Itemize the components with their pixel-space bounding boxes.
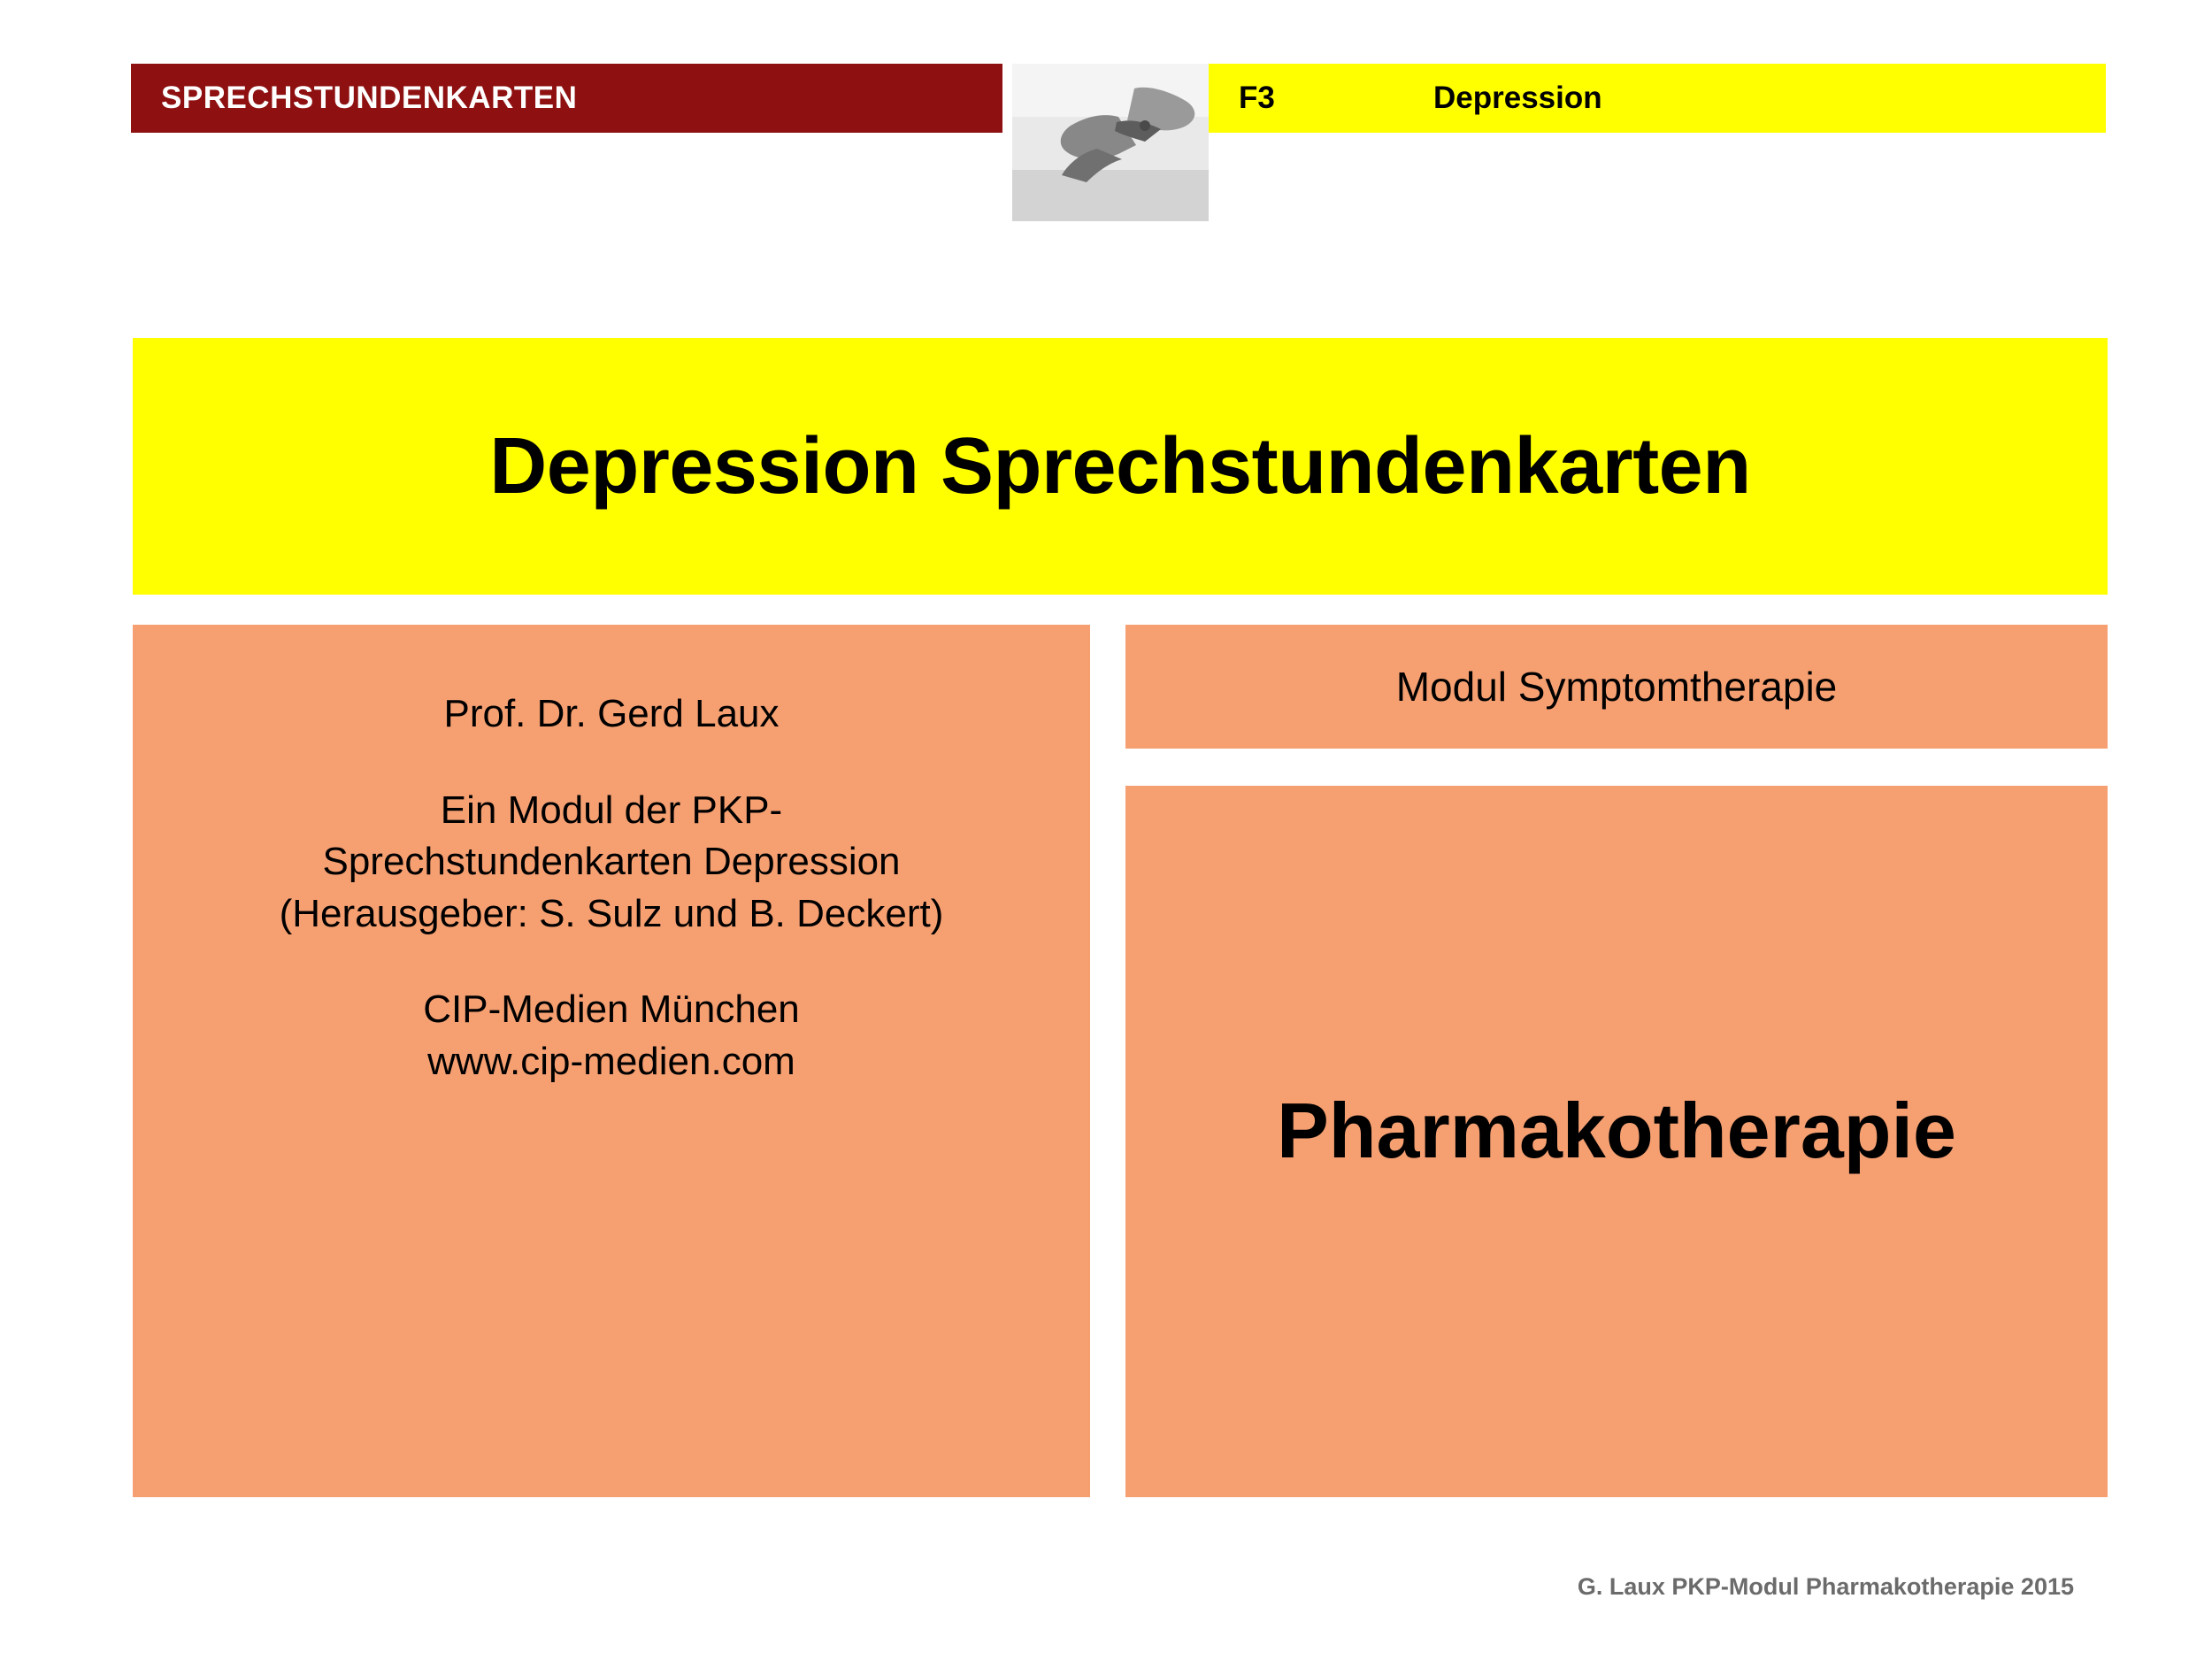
publisher-website: www.cip-medien.com bbox=[427, 1039, 795, 1083]
spacer bbox=[133, 940, 1090, 984]
slide-header bbox=[0, 0, 2212, 230]
pharmakotherapie-box bbox=[1125, 786, 2108, 1497]
pharmakotherapie-label: Pharmakotherapie bbox=[1277, 1087, 1956, 1174]
editors-line: (Herausgeber: S. Sulz und B. Deckert) bbox=[279, 891, 944, 935]
module-label: Modul Symptomtherapie bbox=[1395, 664, 1838, 710]
module-origin-line-1: Ein Modul der PKP- bbox=[440, 788, 783, 832]
module-origin-line-2: Sprechstundenkarten Depression bbox=[322, 840, 901, 884]
publisher-name: CIP-Medien München bbox=[423, 988, 800, 1032]
icd-code: F3 bbox=[1239, 81, 1275, 115]
series-banner bbox=[131, 64, 1002, 133]
slide-title-banner bbox=[133, 338, 2108, 595]
series-label: SPRECHSTUNDENKARTEN bbox=[161, 81, 578, 115]
handshake-photo bbox=[1012, 64, 1209, 221]
module-symptomtherapie-box bbox=[1125, 625, 2108, 749]
slide-footer: G. Laux PKP-Modul Pharmakotherapie 2015 bbox=[1577, 1573, 2074, 1600]
author-info-box bbox=[133, 625, 1090, 1497]
spacer bbox=[133, 741, 1090, 785]
page-title: Depression Sprechstundenkarten bbox=[489, 421, 1751, 511]
topic-label: Depression bbox=[1433, 81, 1602, 115]
topic-banner bbox=[1209, 64, 2106, 133]
author-name: Prof. Dr. Gerd Laux bbox=[443, 692, 780, 735]
